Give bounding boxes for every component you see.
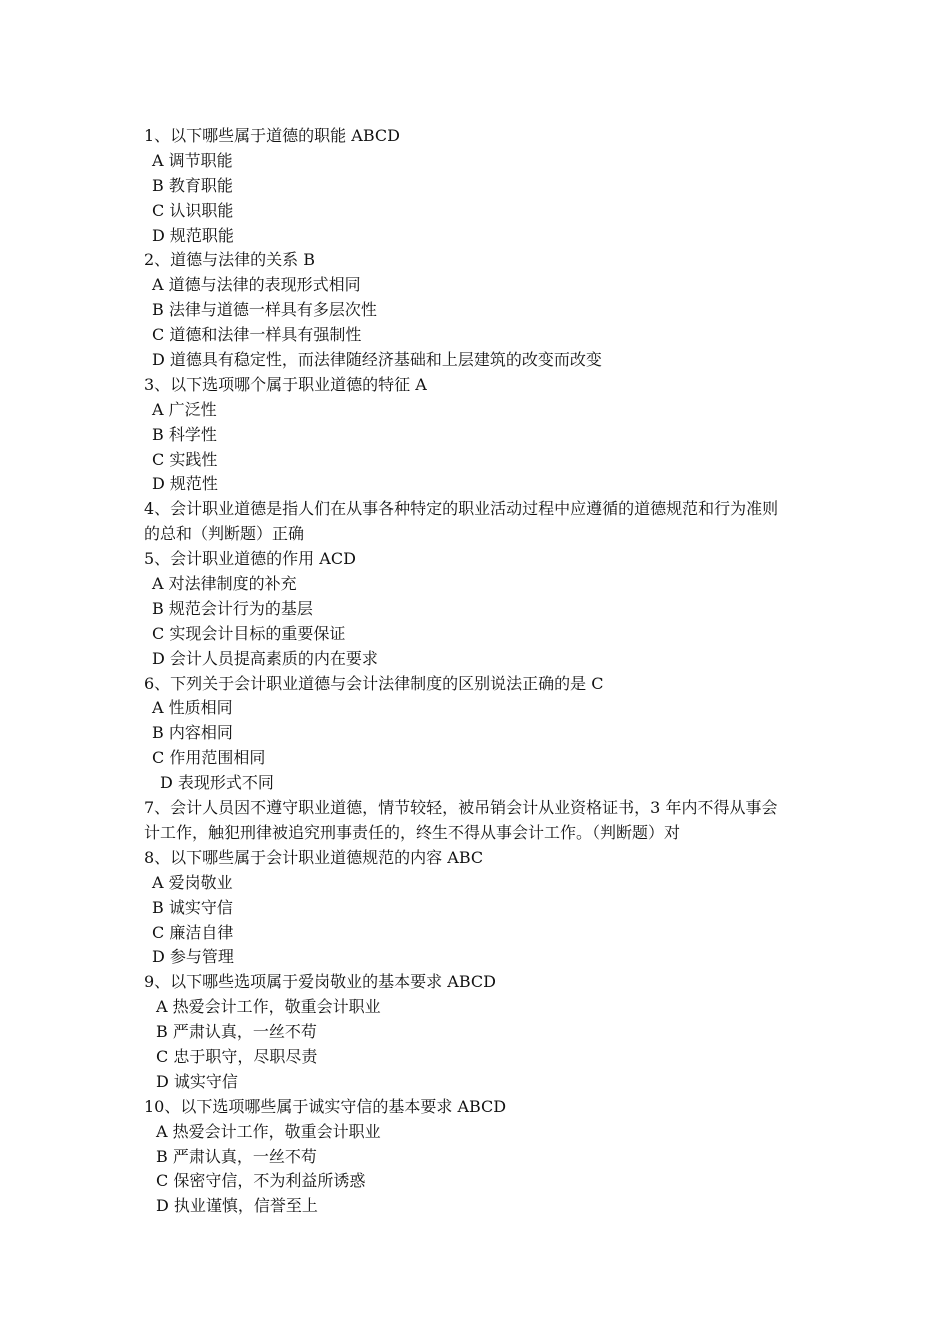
question-2: 2、道德与法律的关系 B (144, 250, 316, 270)
option-1b: B 教育职能 (152, 175, 233, 195)
option-6a: A 性质相同 (152, 698, 233, 718)
question-5: 5、会计职业道德的作用 ACD (144, 549, 356, 569)
quiz-content (144, 124, 814, 1219)
option-8a: A 爱岗敬业 (152, 872, 233, 892)
question-8: 8、以下哪些属于会计职业道德规范的内容 ABC (144, 847, 484, 867)
option-6c: C 作用范围相同 (152, 748, 266, 768)
question-4-line-1: 4、会计职业道德是指人们在从事各种特定的职业活动过程中应遵循的道德规范和行为准则 (144, 499, 779, 519)
question-10: 10、以下选项哪些属于诚实守信的基本要求 ABCD (144, 1096, 507, 1116)
option-3a: A 广泛性 (152, 399, 217, 419)
option-3c: C 实践性 (152, 449, 218, 469)
option-2c: C 道德和法律一样具有强制性 (152, 325, 362, 345)
option-10c: C 保密守信，不为利益所诱惑 (156, 1171, 366, 1191)
option-9b: B 严肃认真，一丝不苟 (156, 1022, 317, 1042)
option-10d: D 执业谨慎，信誉至上 (156, 1196, 318, 1216)
option-1a: A 调节职能 (152, 150, 233, 170)
option-8c: C 廉洁自律 (152, 922, 234, 942)
option-2a: A 道德与法律的表现形式相同 (152, 275, 361, 295)
option-8b: B 诚实守信 (152, 897, 233, 917)
option-10b: B 严肃认真，一丝不苟 (156, 1146, 317, 1166)
option-9a: A 热爱会计工作，敬重会计职业 (156, 997, 381, 1017)
option-3b: B 科学性 (152, 424, 217, 444)
option-5c: C 实现会计目标的重要保证 (152, 623, 346, 643)
option-10a: A 热爱会计工作，敬重会计职业 (156, 1121, 381, 1141)
question-7-line-1: 7、会计人员因不遵守职业道德，情节较轻，被吊销会计从业资格证书，3 年内不得从事会 (144, 798, 778, 818)
option-5d: D 会计人员提高素质的内在要求 (152, 648, 378, 668)
question-6: 6、下列关于会计职业道德与会计法律制度的区别说法正确的是 C (144, 673, 604, 693)
option-9d: D 诚实守信 (156, 1071, 238, 1091)
question-1: 1、以下哪些属于道德的职能 ABCD (144, 126, 400, 145)
option-9c: C 忠于职守，尽职尽责 (156, 1046, 318, 1066)
option-2d: D 道德具有稳定性，而法律随经济基础和上层建筑的改变而改变 (152, 350, 602, 370)
question-4-line-2: 的总和（判断题）正确 (144, 524, 305, 544)
option-6d: D 表现形式不同 (160, 773, 274, 793)
option-6b: B 内容相同 (152, 723, 233, 743)
option-8d: D 参与管理 (152, 947, 234, 967)
option-5b: B 规范会计行为的基层 (152, 598, 313, 618)
option-2b: B 法律与道德一样具有多层次性 (152, 300, 377, 320)
question-3: 3、以下选项哪个属于职业道德的特征 A (144, 374, 427, 394)
question-9: 9、以下哪些选项属于爱岗敬业的基本要求 ABCD (144, 972, 496, 992)
option-5a: A 对法律制度的补充 (152, 574, 297, 594)
question-7-line-2: 计工作，触犯刑律被追究刑事责任的，终生不得从事会计工作。（判断题）对 (144, 822, 681, 842)
option-1d: D 规范职能 (152, 225, 234, 245)
option-3d: D 规范性 (152, 474, 218, 494)
option-1c: C 认识职能 (152, 200, 234, 220)
